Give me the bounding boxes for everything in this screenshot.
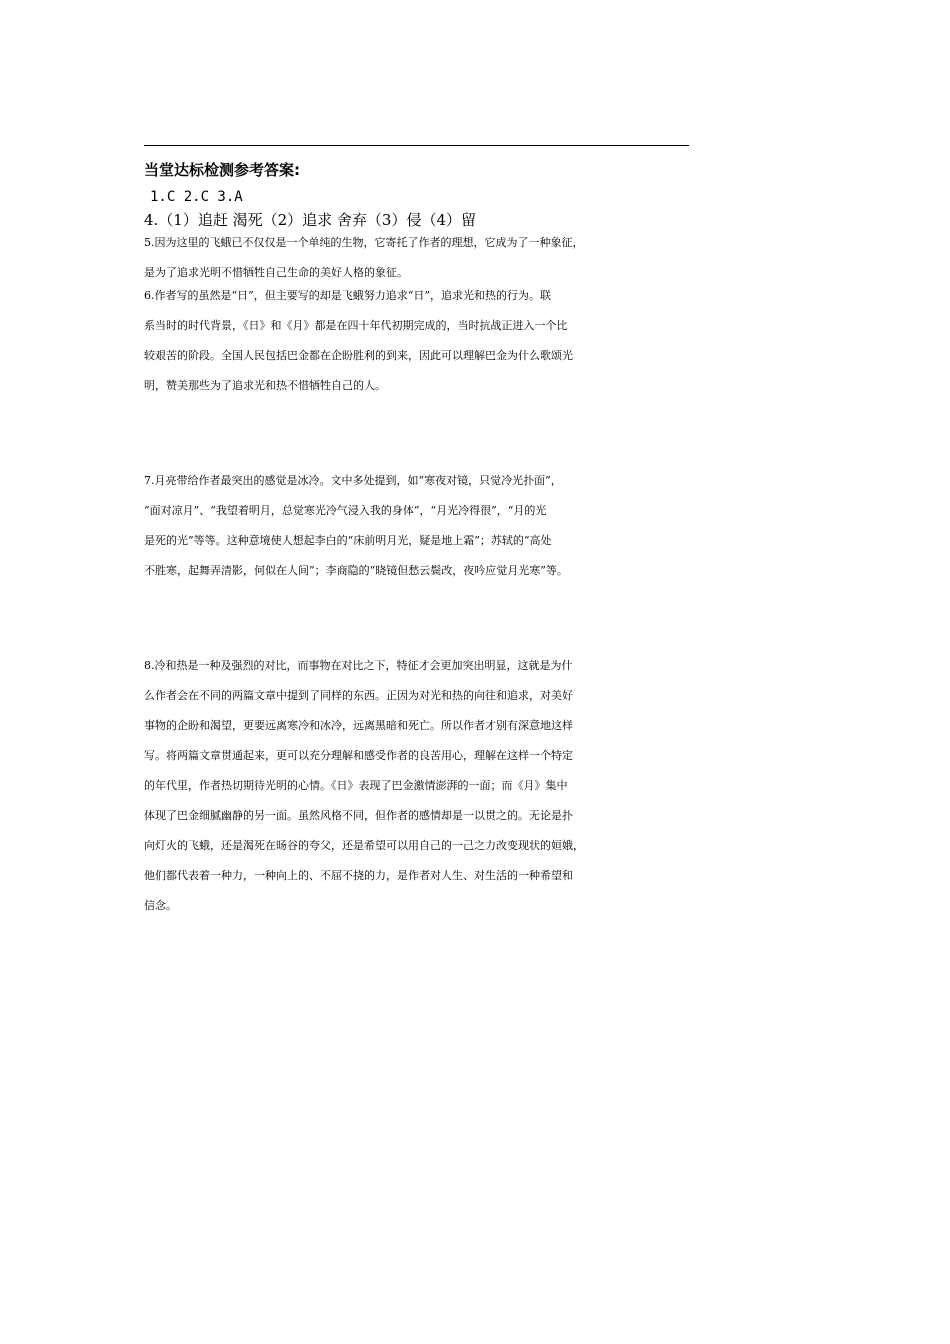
answer-8-paragraph (144, 656, 809, 926)
answer-8-line: 向灯火的飞蛾，还是渴死在旸谷的夸父，还是希望可以用自己的一己之力改变现状的姮娥， (144, 839, 584, 852)
answer-6-line: 较艰苦的阶段。全国人民包括巴金都在企盼胜利的到来，因此可以理解巴金为什么歌颂光 (144, 349, 573, 362)
answer-6-line: 系当时的时代背景，《日》和《月》都是在四十年代初期完成的，当时抗战正进入一个比 (144, 319, 568, 332)
answer-8-line: 么作者会在不同的两篇文章中提到了同样的东西。正因为对光和热的向往和追求，对美好 (144, 689, 573, 702)
answers-1-3: 1.C 2.C 3.A (150, 189, 243, 205)
answer-6-paragraph (144, 286, 809, 406)
answer-6-line: 明，赞美那些为了追求光和热不惜牺牲自己的人。 (144, 379, 386, 392)
section-title: 当堂达标检测参考答案: (144, 161, 300, 179)
horizontal-rule (144, 145, 689, 146)
answer-4: 4.（1）追赶 渴死（2）追求 舍弃（3）侵（4）留 (144, 211, 477, 229)
answer-5-line: 5.因为这里的飞蛾已不仅仅是一个单纯的生物，它寄托了作者的理想，它成为了一种象征， (144, 236, 584, 249)
answer-7-line: 不胜寒，起舞弄清影，何似在人间”；李商隐的“晓镜但愁云鬓改，夜吟应觉月光寒”等。 (144, 564, 568, 577)
answer-7-line: “面对凉月”、“我望着明月，总觉寒光冷气浸入我的身体”，“月光冷得很”，“月的光 (144, 504, 547, 517)
answer-8-line: 他们都代表着一种力，一种向上的、不屈不挠的力，是作者对人生、对生活的一种希望和 (144, 869, 573, 882)
answer-5-line: 是为了追求光明不惜牺牲自己生命的美好人格的象征。 (144, 266, 408, 279)
answer-8-line: 写。将两篇文章贯通起来，更可以充分理解和感受作者的良苦用心，理解在这样一个特定 (144, 749, 573, 762)
answer-7-line: 7.月亮带给作者最突出的感觉是冰冷。文中多处提到，如“寒夜对镜，只觉冷光扑面”， (144, 474, 562, 487)
answer-8-line: 事物的企盼和渴望，更要远离寒冷和冰冷，远离黑暗和死亡。所以作者才别有深意地这样 (144, 719, 573, 732)
answer-7-line: 是死的光”等等。这种意境使人想起李白的“床前明月光，疑是地上霜”；苏轼的“高处 (144, 534, 552, 547)
answer-7-paragraph (144, 471, 809, 591)
answer-8-line: 体现了巴金细腻幽静的另一面。虽然风格不同，但作者的感情却是一以贯之的。无论是扑 (144, 809, 573, 822)
answer-8-line: 信念。 (144, 899, 177, 912)
answer-8-line: 8.冷和热是一种及强烈的对比，而事物在对比之下，特征才会更加突出明显，这就是为什 (144, 659, 573, 672)
answer-6-line: 6.作者写的虽然是“日”，但主要写的却是飞蛾努力追求“日”，追求光和热的行为。联 (144, 289, 551, 302)
answer-8-line: 的年代里，作者热切期待光明的心情。《日》表现了巴金激情澎湃的一面；而《月》集中 (144, 779, 568, 792)
answer-5-paragraph (144, 233, 809, 293)
